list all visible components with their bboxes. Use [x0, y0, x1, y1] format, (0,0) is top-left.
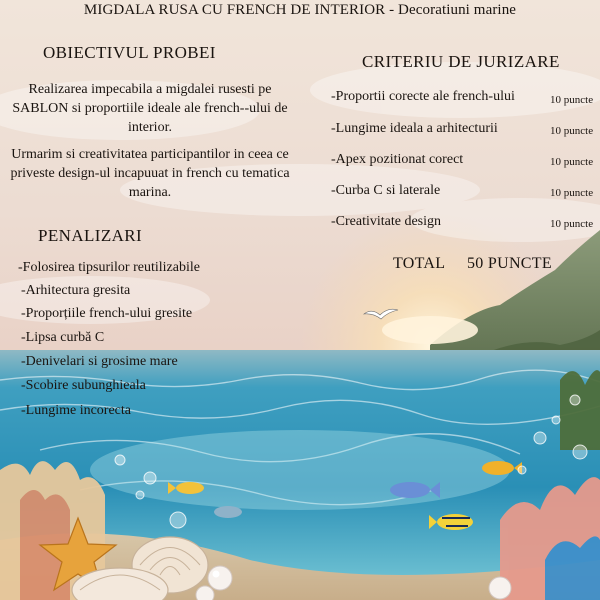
criteria-points: 10 puncte: [550, 125, 594, 137]
total-label: TOTAL: [393, 255, 446, 272]
page-title: MIGDALA RUSA CU FRENCH DE INTERIOR - Decoratiuni marine: [83, 2, 517, 18]
total-value: 50 PUNCTE: [467, 255, 552, 272]
penalty-item: -Lipsa curbă C: [21, 330, 105, 345]
criteria-points: 10 puncte: [550, 218, 594, 230]
criteria-points: 10 puncte: [550, 94, 594, 106]
penalty-item: -Denivelari si grosime mare: [21, 354, 178, 369]
criteria-heading: CRITERIU DE JURIZARE: [362, 52, 560, 71]
criteria-points: 10 puncte: [550, 187, 594, 199]
criteria-item: -Proportii corecte ale french-ului: [331, 89, 515, 104]
objective-paragraph: Urmarim si creativitatea participantilor in ceea ce priveste design-ul incapuuat in french cu tematica marina.: [10, 147, 290, 200]
criteria-item: -Apex pozitionat corect: [331, 152, 464, 167]
penalty-item: -Scobire subunghieala: [21, 378, 146, 393]
penalty-item: -Lungime incorecta: [21, 403, 132, 418]
penalty-item: -Folosirea tipsurilor reutilizabile: [18, 260, 200, 275]
criteria-item: -Creativitate design: [331, 214, 442, 229]
criteria-item: -Lungime ideala a arhitecturii: [331, 121, 498, 136]
penalty-item: -Arhitectura gresita: [21, 283, 131, 298]
criteria-points: 10 puncte: [550, 156, 594, 168]
penalties-heading: PENALIZARI: [38, 226, 143, 245]
objective-heading: OBIECTIVUL PROBEI: [43, 43, 216, 62]
criteria-item: -Curba C si laterale: [331, 183, 441, 198]
objective-paragraph: Realizarea impecabila a migdalei rusesti pe SABLON si proportiile ideale ale french--ului de interior.: [12, 82, 288, 135]
penalty-item: -Proporțiile french-ului gresite: [21, 306, 193, 321]
